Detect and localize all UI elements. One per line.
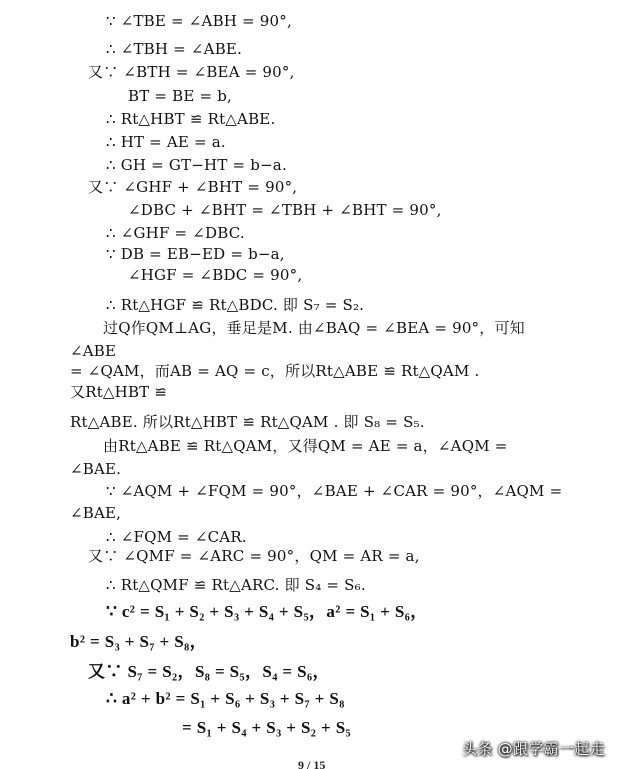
proof-line: ∴ ∠GHF = ∠DBC.: [106, 224, 245, 242]
formula-line: = S₁ + S₄ + S₃ + S₂ + S₅: [182, 718, 352, 737]
proof-paragraph: 过Q作QM⊥AG，垂足是M. 由∠BAQ = ∠BEA = 90°，可知: [103, 319, 525, 337]
proof-line: Rt△ABE. 所以Rt△HBT ≌ Rt△QAM . 即 S₈ = S₅.: [70, 413, 425, 431]
proof-line: = ∠QAM，而AB = AQ = c，所以Rt△ABE ≌ Rt△QAM .: [70, 362, 480, 380]
proof-paragraph: 由Rt△ABE ≌ Rt△QAM，又得QM = AE = a，∠AQM =: [103, 437, 508, 455]
proof-line: ∴ HT = AE = a.: [106, 133, 226, 151]
proof-line: 又∵ ∠QMF = ∠ARC = 90°，QM = AR = a,: [88, 547, 420, 565]
proof-line: ∴ Rt△HBT ≌ Rt△ABE.: [106, 110, 276, 128]
proof-line: ∠ABE: [70, 342, 117, 360]
proof-line: ∵ ∠AQM + ∠FQM = 90°，∠BAE + ∠CAR = 90°，∠AQM =: [106, 482, 563, 500]
watermark: 头条 @跟学霸一起走: [462, 740, 605, 758]
proof-line: ∴ Rt△HGF ≌ Rt△BDC. 即 S₇ = S₂.: [106, 296, 365, 314]
formula-line: ∵ c² = S₁ + S₂ + S₃ + S₄ + S₅，a² = S₁ + S₆，: [106, 602, 428, 621]
proof-line: ∴ ∠TBH = ∠ABE.: [106, 40, 243, 58]
proof-line: ∴ ∠FQM = ∠CAR.: [106, 528, 247, 546]
proof-line: ∠BAE,: [70, 504, 122, 522]
proof-line: 又Rt△HBT ≌: [70, 383, 168, 401]
proof-line: ∵ DB = EB−ED = b−a,: [106, 245, 285, 263]
proof-line: ∴ Rt△QMF ≌ Rt△ARC. 即 S₄ = S₆.: [106, 576, 366, 594]
page-number: 9 / 15: [298, 758, 326, 769]
formula-line: 又∵ S₇ = S₂，S₈ = S₅，S₄ = S₆，: [88, 662, 330, 681]
proof-line: ∠HGF = ∠BDC = 90°,: [128, 266, 303, 284]
proof-line: ∠BAE.: [70, 460, 122, 478]
formula-line: b² = S₃ + S₇ + S₈，: [70, 632, 207, 651]
proof-line: ∴ GH = GT−HT = b−a.: [106, 156, 287, 174]
proof-line: 又∵ ∠GHF + ∠BHT = 90°,: [88, 178, 298, 196]
proof-line: 又∵ ∠BTH = ∠BEA = 90°,: [88, 63, 295, 81]
proof-line: ∵ ∠TBE = ∠ABH = 90°,: [106, 12, 292, 30]
proof-line: ∠DBC + ∠BHT = ∠TBH + ∠BHT = 90°,: [128, 201, 442, 219]
proof-line: BT = BE = b,: [128, 87, 232, 105]
formula-line: ∴ a² + b² = S₁ + S₆ + S₃ + S₇ + S₈: [106, 689, 345, 708]
